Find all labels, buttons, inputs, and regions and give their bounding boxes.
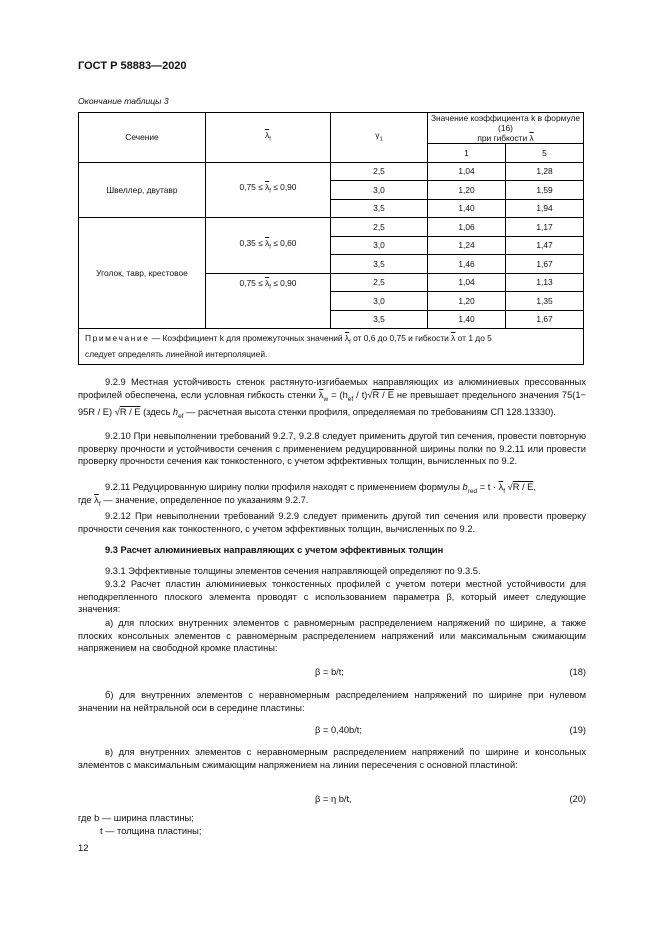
where-b: где b — ширина пластины; bbox=[78, 813, 194, 823]
k5-cell: 1,59 bbox=[506, 181, 584, 200]
k5-cell: 1,35 bbox=[506, 292, 584, 311]
paragraph-9-2-9: 9.2.9 Местная устойчивость стенок растянуто-изгибаемых направляющих из алюминиевых прессованных профилей обеспечена, если условная гибкость стенки $\overline{\lambda}_w = (h_{ef} / t)√R / E$ не превышает предельного значения 75(1− 95R / E) √R / E (здесь $h_{ef}$ — расчетная высота стенки профиля, определяемая по требованиям СП 128.13330). bbox=[78, 377, 586, 420]
k1-cell: 1,24 bbox=[428, 236, 506, 255]
k1-cell: 1,40 bbox=[428, 310, 506, 329]
gamma-cell: 2,5 bbox=[331, 273, 428, 292]
paragraph-9-2-12: 9.2.12 При невыполнении требований 9.2.9 следует применить другой тип сечения или провести проверку прочности сечения как тонкостенного, с учетом эффективных толщин, вычисленных по 9.2. bbox=[78, 511, 586, 534]
table-caption: Окончание таблицы 3 bbox=[78, 96, 169, 106]
range-cell: $0,35 \le \overline{\lambda}_f \le 0,60$ bbox=[206, 218, 331, 274]
paragraph-a: а) для плоских внутренних элементов с равномерным распределением напряжений по ширине, а также плоских консольных элементов с равномерным распределением напряжений или максимальным сжимающим напряжением на свободной кромке пластины: bbox=[78, 618, 586, 653]
paragraph-b: б) для внутренних элементов с неравномерным распределением напряжений по ширине при нулевом значении на нейтральной оси в середине пластины: bbox=[78, 690, 586, 713]
section-cell: Уголок, тавр, крестовое bbox=[79, 218, 206, 329]
k1-cell: 1,20 bbox=[428, 181, 506, 200]
section-cell: Швеллер, двутавр bbox=[79, 162, 206, 218]
col-header-v5: 5 bbox=[506, 144, 584, 163]
page-number: 12 bbox=[78, 843, 89, 854]
table-row bbox=[79, 162, 584, 181]
gamma-cell: 3,5 bbox=[331, 310, 428, 329]
paragraph-9-3-2: 9.3.2 Расчет пластин алюминиевых тонкостенных профилей с учетом потери местной устойчивости для неподкрепленного плоского элемента проводят с использованием параметра β, который имеет следующие значения: bbox=[78, 579, 586, 614]
paragraph-9-3-1: 9.3.1 Эффективные толщины элементов сечения направляющей определяют по 9.3.5. bbox=[105, 566, 481, 576]
k1-cell: 1,04 bbox=[428, 273, 506, 292]
k5-cell: 1,17 bbox=[506, 218, 584, 237]
equation-number-18: (18) bbox=[569, 667, 586, 677]
range-cell: $0,75 \le \overline{\lambda}_f \le 0,90$ bbox=[206, 273, 331, 329]
k1-cell: 1,06 bbox=[428, 218, 506, 237]
equation-number-20: (20) bbox=[569, 794, 586, 804]
table-note-row bbox=[79, 329, 584, 365]
col-header-v1: 1 bbox=[428, 144, 506, 163]
where-t: t — толщина пластины; bbox=[100, 826, 202, 836]
col-header-gamma: $\gamma_1$ bbox=[331, 113, 428, 163]
standard-header: ГОСТ Р 58883—2020 bbox=[78, 60, 187, 72]
gamma-cell: 3,0 bbox=[331, 181, 428, 200]
k1-cell: 1,20 bbox=[428, 292, 506, 311]
k1-cell: 1,46 bbox=[428, 255, 506, 274]
gamma-cell: 3,0 bbox=[331, 236, 428, 255]
table-row bbox=[79, 218, 584, 237]
gamma-cell: 2,5 bbox=[331, 218, 428, 237]
paragraph-v: в) для внутренних элементов с неравномерным распределением напряжений по ширине и консольных элементов с максимальным сжимающим напряжением на линии пересечения с основной пластиной: bbox=[78, 747, 586, 770]
paragraph-9-2-11-where: где $\overline{\lambda}_f$ — значение, определенное по указаниям 9.2.7. bbox=[78, 495, 309, 508]
formula-19: β = 0,40b/t; bbox=[315, 725, 362, 735]
table-3 bbox=[78, 112, 584, 365]
formula-18: β = b/t; bbox=[315, 667, 344, 677]
k1-cell: 1,40 bbox=[428, 199, 506, 218]
k5-cell: 1,13 bbox=[506, 273, 584, 292]
table-note: Примечание — Коэффициент k для промежуточных значений $\overline{\lambda}_f$ от 0,6 до 0,75 и гибкости $\overline{\lambda}$ от 1 до 5 следует определять линейной интерполяцией. bbox=[79, 329, 584, 365]
gamma-cell: 2,5 bbox=[331, 162, 428, 181]
k1-cell: 1,04 bbox=[428, 162, 506, 181]
col-header-coef: Значение коэффициента k в формуле (16) при гибкости $\overline{\lambda}$ bbox=[428, 113, 584, 144]
gamma-cell: 3,5 bbox=[331, 199, 428, 218]
gamma-cell: 3,0 bbox=[331, 292, 428, 311]
k5-cell: 1,67 bbox=[506, 255, 584, 274]
k5-cell: 1,94 bbox=[506, 199, 584, 218]
col-header-section: Сечение bbox=[79, 113, 206, 163]
k5-cell: 1,67 bbox=[506, 310, 584, 329]
range-cell: $0,75 \le \overline{\lambda}_f \le 0,90$ bbox=[206, 162, 331, 218]
paragraph-9-2-11: 9.2.11 Редуцированную ширину полки профиля находят с применением формулы $b_{red} = t \cdot \overline{\lambda}_f$ √R / E, bbox=[105, 482, 536, 495]
formula-20: β = η b/t, bbox=[315, 794, 352, 804]
section-heading-9-3: 9.3 Расчет алюминиевых направляющих с учетом эффективных толщин bbox=[105, 545, 444, 555]
paragraph-9-2-10: 9.2.10 При невыполнении требований 9.2.7, 9.2.8 следует применить другой тип сечения, провести повторную проверку прочности и устойчивости сечения с применением редуцированной ширины полки по 9.2.11 или провести проверку прочности сечения как тонкостенного, с учетом эффективных толщин, вычисленных по 9.2. bbox=[78, 431, 586, 466]
k5-cell: 1,47 bbox=[506, 236, 584, 255]
col-header-lambda: $\overline{\lambda}_f$ bbox=[206, 113, 331, 163]
k5-cell: 1,28 bbox=[506, 162, 584, 181]
equation-number-19: (19) bbox=[569, 725, 586, 735]
table-header-row bbox=[79, 113, 584, 144]
note-label: Примечание bbox=[85, 333, 150, 343]
gamma-cell: 3,5 bbox=[331, 255, 428, 274]
